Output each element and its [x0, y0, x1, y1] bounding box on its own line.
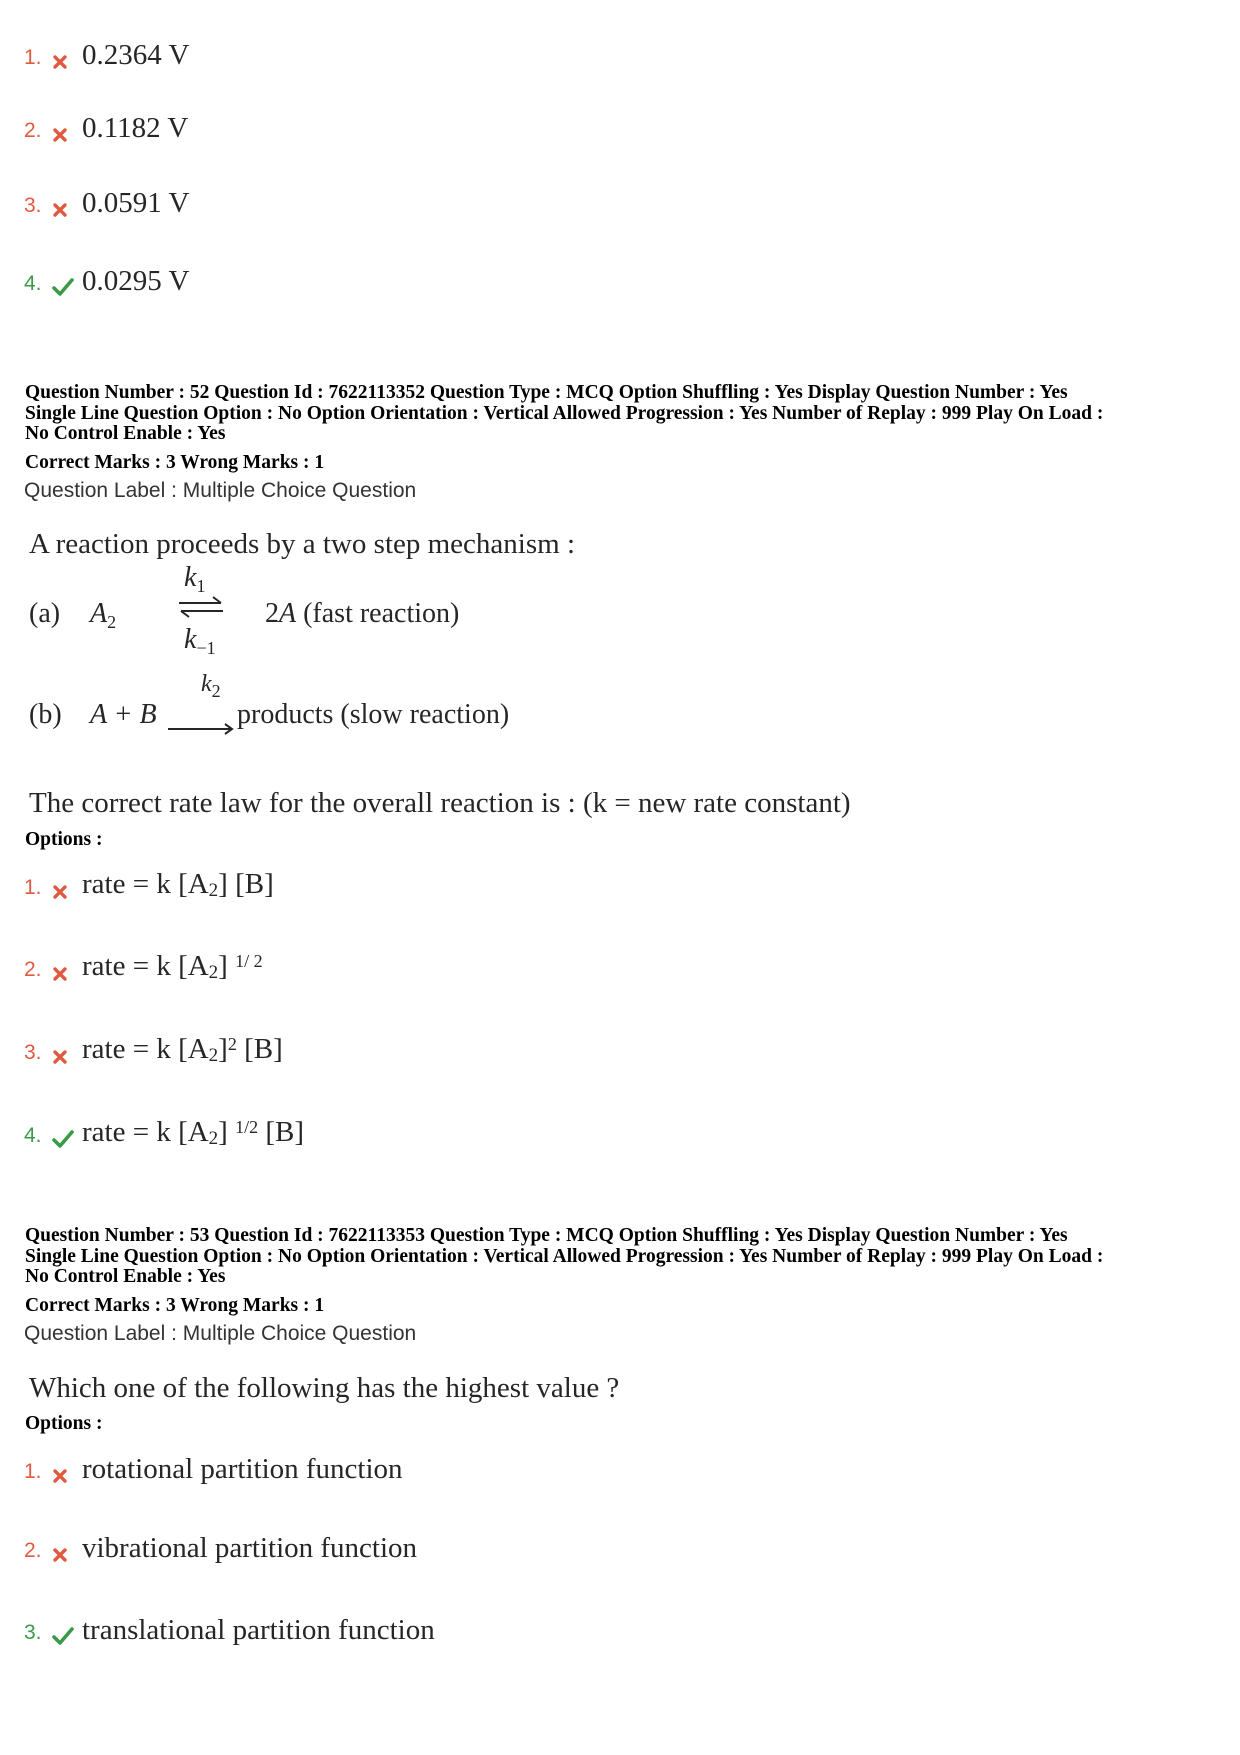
option-number: 4. [24, 1124, 42, 1147]
option-item [24, 30, 189, 70]
option-text: 0.0591 V [82, 187, 190, 219]
question-meta [25, 383, 1225, 445]
cross-icon [52, 54, 78, 70]
option-item [24, 1444, 403, 1484]
option-number: 2. [24, 1539, 42, 1562]
meta-line: No Control Enable : Yes [25, 1266, 226, 1287]
option-number: 3. [24, 1041, 42, 1064]
option-number: 2. [24, 119, 42, 142]
option-text: vibrational partition function [82, 1532, 418, 1564]
reactant: A [90, 598, 108, 629]
check-icon [52, 1130, 78, 1148]
product: A [279, 598, 297, 629]
marks-info: Correct Marks : 3 Wrong Marks : 1 [25, 452, 325, 473]
question-stem: The correct rate law for the overall reaction is : (k = new rate constant) [29, 787, 851, 819]
reaction-note: (fast reaction) [296, 598, 460, 629]
check-icon [52, 1627, 78, 1645]
option-text: rate = k $[A_2]$ [B] [82, 868, 274, 901]
option-text: translational partition function [82, 1614, 435, 1646]
equilibrium-arrows-icon [177, 594, 225, 626]
option-item [24, 103, 188, 143]
question-meta [25, 1226, 1225, 1288]
question-intro: A reaction proceeds by a two step mechanism : [29, 528, 576, 560]
cross-icon [52, 127, 78, 143]
check-icon [52, 278, 78, 296]
option-text: rate = k $[A_2]^2$ [B] [82, 1033, 283, 1066]
option-number: 1. [24, 1460, 42, 1483]
reactants: A + B [90, 699, 157, 730]
meta-line: Single Line Question Option : No Option Orientation : Vertical Allowed Progression : Yes Number of Replay : 999 Play On Load : [25, 402, 1104, 424]
option-number: 3. [24, 1621, 42, 1644]
marks-info: Correct Marks : 3 Wrong Marks : 1 [25, 1295, 325, 1316]
meta-line: Single Line Question Option : No Option Orientation : Vertical Allowed Progression : Yes Number of Replay : 999 Play On Load : [25, 1245, 1104, 1267]
option-item [24, 860, 274, 900]
option-text: 0.0295 V [82, 265, 190, 297]
option-item [24, 1605, 435, 1645]
k-reverse-subscript: −1 [196, 638, 216, 658]
meta-line: No Control Enable : Yes [25, 423, 226, 444]
k-reverse: k [184, 624, 197, 655]
question-stem: Which one of the following has the highest value ? [29, 1372, 620, 1404]
option-number: 1. [24, 876, 42, 899]
cross-icon [52, 1547, 78, 1563]
reaction-arrow-icon [167, 711, 235, 743]
k-forward-subscript: 1 [196, 576, 206, 596]
option-text: rotational partition function [82, 1453, 403, 1485]
product-coefficient: 2 [265, 598, 279, 629]
option-item [24, 178, 189, 218]
reaction-products: products (slow reaction) [237, 699, 510, 730]
option-number: 2. [24, 958, 42, 981]
option-text: 0.1182 V [82, 112, 189, 144]
step-tag: (b) [29, 699, 62, 730]
k-rate: k [201, 671, 212, 697]
options-label: Options : [25, 1413, 103, 1434]
question-label: Question Label : Multiple Choice Question [24, 479, 417, 502]
option-item [24, 256, 189, 296]
option-text: 0.2364 V [82, 39, 190, 71]
option-item [24, 1025, 283, 1065]
option-number: 4. [24, 272, 42, 295]
cross-icon [52, 884, 78, 900]
cross-icon [52, 202, 78, 218]
k-rate-subscript: 2 [211, 681, 221, 701]
step-tag: (a) [29, 598, 61, 629]
option-number: 3. [24, 194, 42, 217]
meta-line: Question Number : 53 Question Id : 7622113353 Question Type : MCQ Option Shuffling : Yes Display Question Number : Yes [25, 1225, 1068, 1246]
option-text: rate = k $[A_2]$ $^{1/ 2}$ [82, 950, 263, 983]
k-forward: k [184, 562, 197, 593]
cross-icon [52, 1049, 78, 1065]
question-label: Question Label : Multiple Choice Question [24, 1322, 417, 1345]
cross-icon [52, 966, 78, 982]
cross-icon [52, 1468, 78, 1484]
reactant-subscript: 2 [107, 612, 117, 632]
option-number: 1. [24, 46, 42, 69]
meta-line: Question Number : 52 Question Id : 7622113352 Question Type : MCQ Option Shuffling : Yes Display Question Number : Yes [25, 382, 1068, 403]
option-item [24, 1108, 304, 1148]
option-item [24, 1523, 417, 1563]
options-label: Options : [25, 829, 103, 850]
option-item [24, 942, 263, 982]
option-text: rate = k $[A_2]$ $^{1/2}$ [B] [82, 1116, 305, 1149]
